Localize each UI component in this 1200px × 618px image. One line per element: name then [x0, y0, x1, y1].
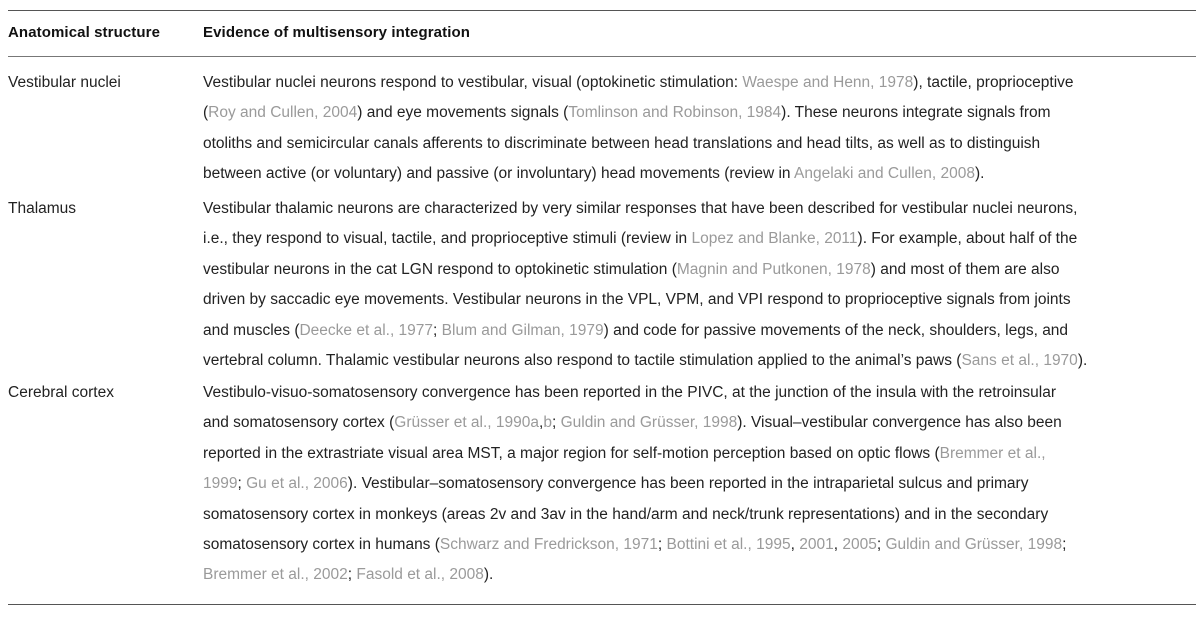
evidence-text: between active (or voluntary) and passive (or involuntary) head movements (review in	[203, 165, 794, 183]
evidence-text: ). Visual–vestibular convergence has also been	[737, 414, 1062, 432]
evidence-text: Vestibular thalamic neurons are characterized by very similar responses that have been described for vestibular nuclei neurons,	[203, 200, 1078, 217]
citation-link[interactable]: 2001	[799, 536, 834, 554]
evidence-line	[203, 469, 1193, 499]
evidence-line	[203, 408, 1193, 438]
citation-link[interactable]: b	[543, 414, 552, 432]
column-header-anatomical-structure: Anatomical structure	[8, 24, 161, 41]
evidence-text: ).	[1077, 352, 1088, 370]
citation-link[interactable]: Sans et al., 1970	[961, 352, 1078, 370]
citation-link[interactable]: Lopez and Blanke, 2011	[691, 230, 858, 248]
evidence-line	[203, 285, 1193, 315]
citation-link[interactable]: Bremmer et al.,	[939, 444, 1046, 462]
evidence-line	[203, 500, 1193, 530]
evidence-text: and muscles (	[203, 321, 300, 339]
evidence-text: i.e., they respond to visual, tactile, and proprioceptive stimuli (review in	[203, 230, 692, 248]
evidence-text: ), tactile, proprioceptive	[913, 74, 1074, 91]
evidence-text: ;	[347, 566, 357, 584]
evidence-text: vertebral column. Thalamic vestibular neurons also respond to tactile stimulation applied to the animal’s paws (	[203, 352, 962, 370]
evidence-text: ,	[539, 414, 544, 432]
evidence-line	[203, 378, 1193, 408]
table-header-rule	[8, 56, 1196, 57]
evidence-text: and somatosensory cortex (	[203, 414, 395, 432]
evidence-text: reported in the extrastriate visual area MST, a major region for self-motion perception based on optic flows (	[203, 444, 940, 462]
evidence-text: ) and eye movements signals (	[357, 104, 569, 122]
evidence-text: ). These neurons integrate signals from	[781, 104, 1051, 122]
evidence-line	[203, 98, 1193, 128]
citation-link[interactable]: Fasold et al., 2008	[356, 566, 484, 584]
citation-link[interactable]: Waespe and Henn, 1978	[742, 74, 914, 91]
evidence-text: ). For example, about half of the	[857, 230, 1078, 248]
evidence-text: ) and code for passive movements of the neck, shoulders, legs, and	[603, 321, 1069, 339]
row-structure-vestibular-nuclei: Vestibular nuclei	[8, 74, 121, 91]
evidence-text: otoliths and semicircular canals afferents to discriminate between head translations and head tilts, as well as to distinguish	[203, 134, 1041, 152]
evidence-text: ).	[483, 566, 494, 584]
evidence-line	[203, 255, 1193, 285]
citation-link[interactable]: Deecke et al., 1977	[299, 321, 434, 339]
row-structure-thalamus: Thalamus	[8, 200, 77, 217]
citation-link[interactable]: Magnin and Putkonen, 1978	[676, 260, 871, 278]
evidence-line	[203, 346, 1193, 376]
evidence-line	[203, 316, 1193, 346]
evidence-line	[203, 224, 1193, 254]
evidence-text: ;	[876, 536, 886, 554]
evidence-text: driven by saccadic eye movements. Vestibular neurons in the VPL, VPM, and VPI respond to proprioceptive signals from joints	[203, 291, 1071, 309]
evidence-line	[203, 560, 1193, 590]
row-evidence-vestibular-nuclei	[203, 68, 1193, 190]
citation-link[interactable]: Bremmer et al., 2002	[203, 566, 348, 584]
evidence-line	[203, 129, 1193, 159]
evidence-line	[203, 159, 1193, 189]
evidence-line	[203, 530, 1193, 560]
evidence-text: ,	[790, 536, 800, 554]
row-evidence-thalamus	[203, 194, 1193, 376]
row-structure-cerebral-cortex: Cerebral cortex	[8, 384, 114, 401]
evidence-line	[203, 194, 1193, 224]
evidence-text: ). Vestibular–somatosensory convergence has been reported in the intraparietal sulcus and primary	[347, 475, 1029, 493]
table-top-rule	[8, 10, 1196, 11]
row-evidence-cerebral-cortex	[203, 378, 1193, 591]
citation-link[interactable]: 2005	[842, 536, 877, 554]
evidence-text: ;	[657, 536, 667, 554]
citation-link[interactable]: Grüsser et al., 1990a	[394, 414, 540, 432]
evidence-text: ).	[974, 165, 985, 183]
evidence-text: (	[203, 104, 209, 122]
citation-link[interactable]: 1999	[203, 475, 238, 493]
evidence-text: Vestibular nuclei neurons respond to vestibular, visual (optokinetic stimulation:	[203, 74, 743, 91]
citation-link[interactable]: Blum and Gilman, 1979	[441, 321, 604, 339]
evidence-line	[203, 68, 1193, 98]
evidence-text: somatosensory cortex in humans (	[203, 536, 440, 554]
citation-link[interactable]: Gu et al., 2006	[246, 475, 348, 493]
citation-link[interactable]: Roy and Cullen, 2004	[208, 104, 358, 122]
evidence-text: Vestibulo-visuo-somatosensory convergence has been reported in the PIVC, at the junction of the insula with the retroinsular	[203, 384, 1056, 401]
evidence-text: ;	[433, 321, 442, 339]
table-bottom-rule	[8, 604, 1196, 605]
evidence-text: ,	[833, 536, 843, 554]
evidence-line	[203, 439, 1193, 469]
citation-link[interactable]: Tomlinson and Robinson, 1984	[568, 104, 782, 122]
column-header-evidence: Evidence of multisensory integration	[203, 24, 470, 41]
evidence-text: ;	[1062, 536, 1067, 554]
citation-link[interactable]: Guldin and Grüsser, 1998	[885, 536, 1063, 554]
evidence-text: vestibular neurons in the cat LGN respond to optokinetic stimulation (	[203, 260, 677, 278]
evidence-text: ;	[237, 475, 247, 493]
citation-link[interactable]: Angelaki and Cullen, 2008	[794, 165, 975, 183]
citation-link[interactable]: Bottini et al., 1995	[666, 536, 791, 554]
evidence-text: ;	[551, 414, 561, 432]
citation-link[interactable]: Schwarz and Fredrickson, 1971	[439, 536, 658, 554]
citation-link[interactable]: Guldin and Grüsser, 1998	[560, 414, 738, 432]
evidence-text: ) and most of them are also	[870, 260, 1060, 278]
evidence-text: somatosensory cortex in monkeys (areas 2v and 3av in the hand/arm and neck/trunk representations) and in the secondary	[203, 505, 1049, 523]
